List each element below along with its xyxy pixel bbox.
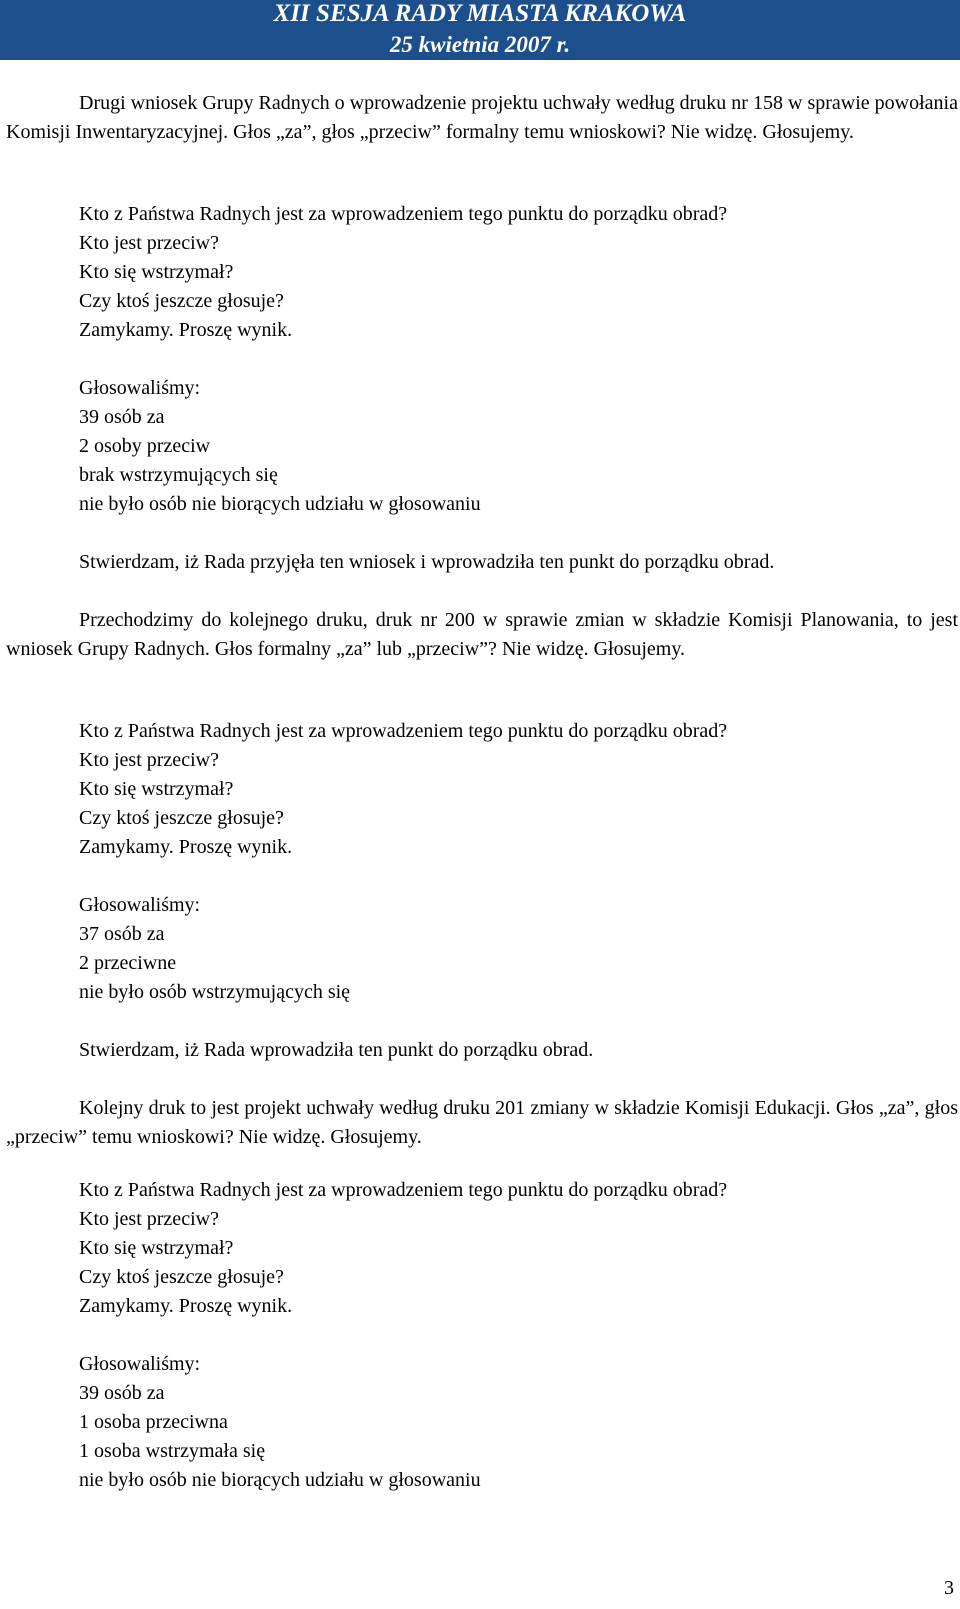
vote-result-heading: Głosowaliśmy: xyxy=(79,1353,201,1375)
vote-result-line: 1 osoba wstrzymała się xyxy=(79,1440,266,1462)
vote-question: Kto jest przeciw? xyxy=(79,232,219,254)
vote-result-heading: Głosowaliśmy: xyxy=(79,894,201,916)
vote-question: Czy ktoś jeszcze głosuje? xyxy=(79,290,284,312)
vote-result-heading: Głosowaliśmy: xyxy=(79,377,201,399)
session-title: XII SESJA RADY MIASTA KRAKOWA xyxy=(273,0,687,27)
vote-result-line: 37 osób za xyxy=(79,923,165,945)
vote-question: Kto się wstrzymał? xyxy=(79,1237,234,1259)
vote-result-line: 39 osób za xyxy=(79,406,165,428)
paragraph-motion-158: Drugi wniosek Grupy Radnych o wprowadzenie projektu uchwały według druku nr 158 w sprawie powołania Komisji Inwentaryzacyjnej. Głos „za”, głos „przeciw” formalny temu wnioskowi? Nie widzę. Głosujemy. xyxy=(6,92,958,143)
page-number: 3 xyxy=(944,1577,954,1599)
vote-result-line: 1 osoba przeciwna xyxy=(79,1411,228,1433)
vote-question: Kto się wstrzymał? xyxy=(79,261,234,283)
paragraph-motion-200: Przechodzimy do kolejnego druku, druk nr 200 w sprawie zmian w składzie Komisji Planowania, to jest wniosek Grupy Radnych. Głos formalny „za” lub „przeciw”? Nie widzę. Głosujemy. xyxy=(6,609,958,660)
vote-question: Zamykamy. Proszę wynik. xyxy=(79,1295,293,1317)
vote-result-line: 2 osoby przeciw xyxy=(79,435,211,457)
vote-question: Kto jest przeciw? xyxy=(79,749,219,771)
vote-question: Kto z Państwa Radnych jest za wprowadzeniem tego punktu do porządku obrad? xyxy=(79,1179,728,1201)
vote-question: Czy ktoś jeszcze głosuje? xyxy=(79,807,284,829)
vote-question: Zamykamy. Proszę wynik. xyxy=(79,836,293,858)
vote-question: Czy ktoś jeszcze głosuje? xyxy=(79,1266,284,1288)
vote-statement: Stwierdzam, iż Rada wprowadziła ten punkt do porządku obrad. xyxy=(79,1039,594,1061)
vote-result-line: nie było osób nie biorących udziału w głosowaniu xyxy=(79,1469,481,1491)
session-date: 25 kwietnia 2007 r. xyxy=(389,32,571,57)
vote-question: Kto z Państwa Radnych jest za wprowadzeniem tego punktu do porządku obrad? xyxy=(79,203,728,225)
vote-result-line: nie było osób wstrzymujących się xyxy=(79,981,351,1003)
vote-question: Zamykamy. Proszę wynik. xyxy=(79,319,293,341)
paragraph-motion-201: Kolejny druk to jest projekt uchwały według druku 201 zmiany w składzie Komisji Edukacji. Głos „za”, głos „przeciw” temu wnioskowi? Nie widzę. Głosujemy. xyxy=(6,1097,958,1148)
vote-result-line: brak wstrzymujących się xyxy=(79,464,278,486)
vote-statement: Stwierdzam, iż Rada przyjęła ten wniosek i wprowadziła ten punkt do porządku obrad. xyxy=(79,551,775,573)
page-header xyxy=(0,0,960,60)
vote-result-line: nie było osób nie biorących udziału w głosowaniu xyxy=(79,493,481,515)
vote-question: Kto jest przeciw? xyxy=(79,1208,219,1230)
vote-question: Kto z Państwa Radnych jest za wprowadzeniem tego punktu do porządku obrad? xyxy=(79,720,728,742)
vote-result-line: 39 osób za xyxy=(79,1382,165,1404)
vote-result-line: 2 przeciwne xyxy=(79,952,177,974)
vote-question: Kto się wstrzymał? xyxy=(79,778,234,800)
